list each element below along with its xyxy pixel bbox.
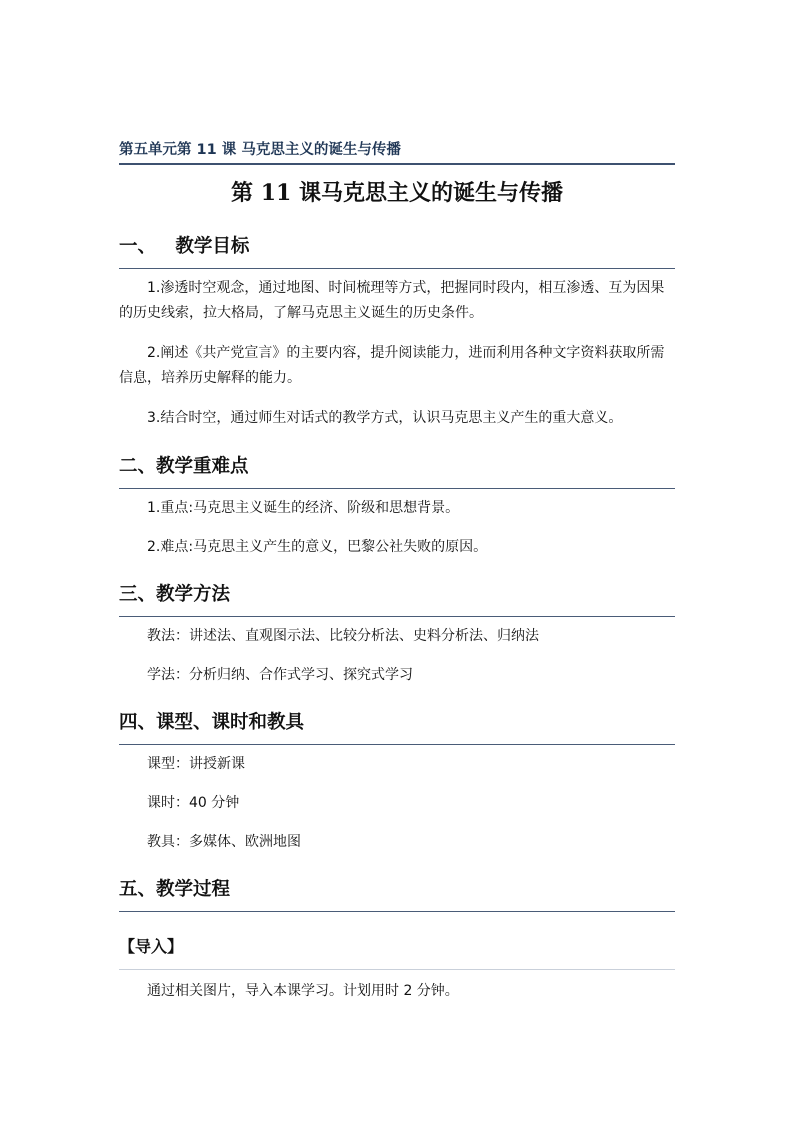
difficult-point-paragraph: 2.难点:马克思主义产生的意义，巴黎公社失败的原因。 bbox=[147, 539, 488, 555]
section-heading-process: 五、教学过程 bbox=[119, 879, 231, 900]
subsection-heading-intro: 【导入】 bbox=[119, 937, 184, 956]
intro-paragraph: 通过相关图片，导入本课学习。计划用时 2 分钟。 bbox=[147, 983, 459, 999]
objective-paragraph-2: 2.阐述《共产党宣言》的主要内容，提升阅读能力，进而利用各种文字资料获取所需信息，培养历史解释的能力。 bbox=[119, 345, 665, 386]
objective-paragraph-1: 1.渗透时空观念，通过地图、时间梳理等方式，把握同时段内，相互渗透、互为因果的历史线索，拉大格局，了解马克思主义诞生的历史条件。 bbox=[119, 280, 665, 321]
teaching-method-paragraph: 教法：讲述法、直观图示法、比较分析法、史料分析法、归纳法 bbox=[147, 628, 539, 644]
section-heading-methods: 三、教学方法 bbox=[119, 584, 231, 605]
teaching-aids-paragraph: 教具：多媒体、欧洲地图 bbox=[147, 834, 301, 850]
section-heading-objectives: 一、 教学目标 bbox=[119, 236, 250, 257]
subsection-rule bbox=[119, 969, 675, 970]
header-rule bbox=[119, 163, 675, 165]
document-title: 第 11 课马克思主义的诞生与传播 bbox=[231, 180, 563, 206]
lesson-type-paragraph: 课型：讲授新课 bbox=[147, 756, 245, 772]
section-rule bbox=[119, 911, 675, 912]
section-heading-lesson-info: 四、课型、课时和教具 bbox=[119, 712, 305, 733]
running-header: 第五单元第 11 课 马克思主义的诞生与传播 bbox=[119, 142, 401, 158]
section-heading-key-points: 二、教学重难点 bbox=[119, 456, 249, 477]
objective-paragraph-3: 3.结合时空，通过师生对话式的教学方式，认识马克思主义产生的重大意义。 bbox=[147, 410, 623, 426]
section-rule bbox=[119, 744, 675, 745]
learning-method-paragraph: 学法：分析归纳、合作式学习、探究式学习 bbox=[147, 667, 413, 683]
lesson-duration-paragraph: 课时：40 分钟 bbox=[147, 795, 240, 811]
key-point-paragraph: 1.重点:马克思主义诞生的经济、阶级和思想背景。 bbox=[147, 500, 460, 516]
section-rule bbox=[119, 616, 675, 617]
section-rule bbox=[119, 268, 675, 269]
section-rule bbox=[119, 488, 675, 489]
